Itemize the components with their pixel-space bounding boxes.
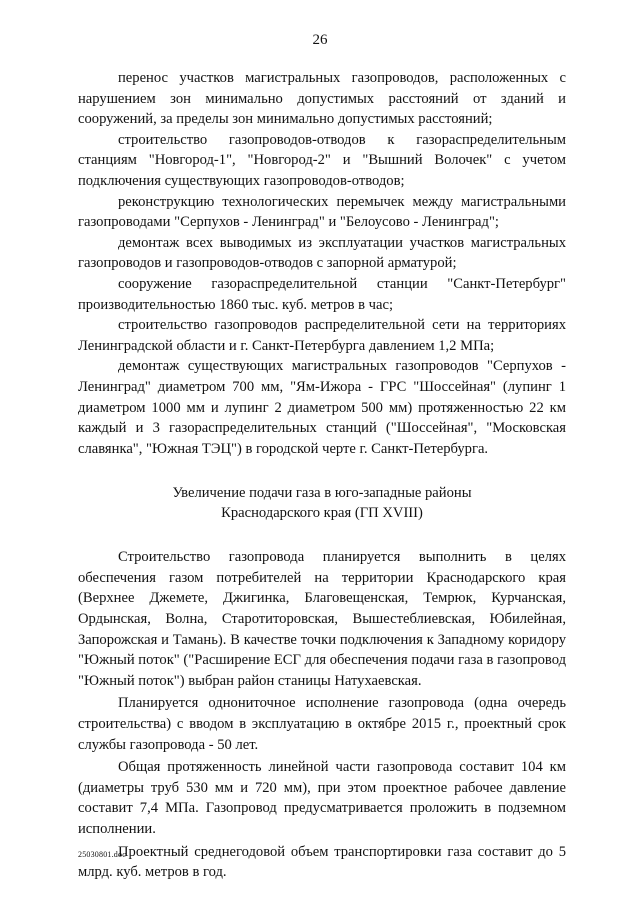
list-item: демонтаж существующих магистральных газопроводов "Серпухов - Ленинград" диаметром 700 мм, "Ям-Ижора - ГРС "Шоссейная" (лупинг 1 диаметром 1000 мм и лупинг 2 диаметром 500 мм) протяженностью 22 км каждый и 3 газораспределительных станций ("Шоссейная", "Московская славянка", "Южная ТЭЦ") в городской черте г. Санкт-Петербурга. (78, 358, 566, 457)
paragraph: Планируется однониточное исполнение газопровода (одна очередь строительства) с вводом в эксплуатацию в октябре 2015 г., проектный срок службы газопровода - 50 лет. (78, 695, 566, 753)
document-body (78, 68, 566, 883)
list-item: демонтаж всех выводимых из эксплуатации участков магистральных газопроводов и газопроводов-отводов с запорной арматурой; (78, 234, 566, 272)
section-heading (78, 483, 566, 523)
document-filename: 25030801.doc (78, 850, 126, 859)
list-item: сооружение газораспределительной станции "Санкт-Петербург" производительностью 1860 тыс. куб. метров в час; (78, 275, 566, 313)
page-number: 26 (312, 32, 328, 48)
paragraph: Проектный среднегодовой объем транспортировки газа составит до 5 млрд. куб. метров в год. (78, 843, 566, 881)
paragraph: Общая протяженность линейной части газопровода составит 104 км (диаметры труб 530 мм и 720 мм), при этом проектное рабочее давление составит 7,4 МПа. Газопровод предусматривается проложить в подземном исполнении. (78, 759, 566, 837)
section-heading-line-1: Увеличение подачи газа в юго-западные районы (172, 485, 472, 502)
section-heading-line-2: Краснодарского края (ГП XVIII) (221, 505, 423, 522)
list-item: строительство газопроводов-отводов к газораспределительным станциям "Новгород-1", "Новгород-2" и "Вышний Волочек" с учетом подключения существующих газопроводов-отводов; (78, 131, 566, 189)
list-item: перенос участков магистральных газопроводов, расположенных с нарушением зон минимально допустимых расстояний от зданий и сооружений, за пределы зон минимально допустимых расстояний; (78, 70, 566, 128)
list-item: реконструкцию технологических перемычек между магистральными газопроводами "Серпухов - Ленинград" и "Белоусово - Ленинград"; (78, 193, 566, 231)
list-item: строительство газопроводов распределительной сети на территориях Ленинградской области и г. Санкт-Петербурга давлением 1,2 МПа; (78, 317, 566, 354)
paragraph: Строительство газопровода планируется выполнить в целях обеспечения газом потребителей на территории Краснодарского края (Верхнее Джемете, Джигинка, Благовещенская, Темрюк, Курчанская, Ордынская, Волна, Старотиторовская, Вышестеблиевская, Юбилейная, Запорожская и Тамань). В качестве точки подключения к Западному коридору "Южный поток" ("Расширение ЕСГ для обеспечения подачи газа в газопровод "Южный поток") выбран район станицы Натухаевская. (78, 549, 566, 689)
